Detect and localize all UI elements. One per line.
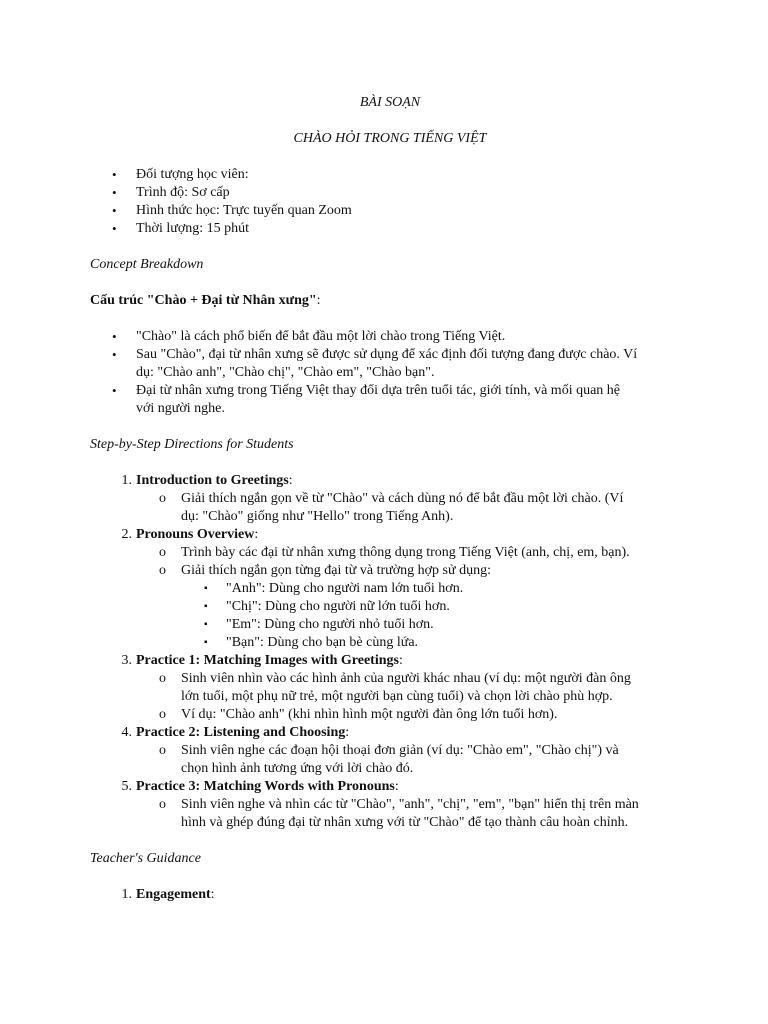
list-item: • Trình độ: Sơ cấp bbox=[112, 185, 230, 200]
guidance-item: 1. Engagement: bbox=[90, 886, 690, 904]
circle-marker: o bbox=[159, 671, 166, 686]
step-number: 2. bbox=[121, 527, 132, 542]
doc-title: BÀI SOẠN bbox=[359, 95, 421, 110]
step-item: 3. Practice 1: Matching Images with Greetings: bbox=[90, 652, 690, 670]
step-title: Practice 1: Matching Images with Greetings bbox=[136, 653, 399, 668]
step-title: Practice 2: Listening and Choosing bbox=[136, 725, 346, 740]
step-number: 4. bbox=[121, 725, 132, 740]
circle-marker: o bbox=[159, 545, 166, 560]
list-item: • Đại từ nhân xưng trong Tiếng Việt thay đổi dựa trên tuổi tác, giới tính, và mối quan hệ với người nghe. bbox=[112, 383, 621, 416]
step-item: 5. Practice 3: Matching Words with Pronouns: bbox=[90, 778, 690, 796]
step-title: Introduction to Greetings bbox=[136, 473, 289, 488]
bullet-marker: • bbox=[112, 185, 117, 200]
sub-item: o Trình bày các đại từ nhân xưng thông dụng trong Tiếng Việt (anh, chị, em, bạn). bbox=[159, 545, 630, 560]
bullet-marker: • bbox=[112, 383, 117, 398]
step-title: Practice 3: Matching Words with Pronouns bbox=[136, 779, 395, 794]
guidance-list bbox=[90, 886, 690, 904]
bullet-marker: • bbox=[112, 329, 117, 344]
square-marker: ▪ bbox=[204, 637, 208, 648]
circle-marker: o bbox=[159, 707, 166, 722]
document-body bbox=[90, 94, 690, 904]
sub-item: o Giải thích ngắn gọn về từ "Chào" và cách dùng nó để bắt đầu một lời chào. (Ví dụ: "Chào" giống như "Hello" trong Tiếng Anh). bbox=[159, 491, 624, 524]
sub-sub-item: ▪ "Em": Dùng cho người nhỏ tuổi hơn. bbox=[204, 617, 434, 632]
doc-subtitle: CHÀO HỎI TRONG TIẾNG VIỆT bbox=[293, 131, 487, 146]
bullet-marker: • bbox=[112, 221, 117, 236]
bullet-marker: • bbox=[112, 347, 117, 362]
list-item: • Đối tượng học viên: bbox=[112, 167, 249, 182]
bullet-marker: • bbox=[112, 167, 117, 182]
structure-label: Cấu trúc "Chào + Đại từ Nhân xưng" bbox=[90, 293, 317, 308]
guidance-title: Engagement bbox=[136, 887, 211, 902]
step-item: 1. Introduction to Greetings: bbox=[90, 472, 690, 490]
square-marker: ▪ bbox=[204, 619, 208, 630]
square-marker: ▪ bbox=[204, 583, 208, 594]
sub-item: o Giải thích ngắn gọn từng đại từ và trường hợp sử dụng: bbox=[159, 563, 491, 578]
step-number: 3. bbox=[121, 653, 132, 668]
sub-item: o Ví dụ: "Chào anh" (khi nhìn hình một người đàn ông lớn tuổi hơn). bbox=[159, 707, 558, 722]
list-item: • "Chào" là cách phổ biến để bắt đầu một lời chào trong Tiếng Việt. bbox=[112, 329, 506, 344]
structure-line: Cấu trúc "Chào + Đại từ Nhân xưng": bbox=[90, 293, 321, 308]
circle-marker: o bbox=[159, 797, 166, 812]
list-item: • Hình thức học: Trực tuyến quan Zoom bbox=[112, 203, 352, 218]
circle-marker: o bbox=[159, 563, 166, 578]
concept-list bbox=[90, 328, 690, 418]
guidance-heading: Teacher's Guidance bbox=[90, 851, 201, 866]
list-item: • Thời lượng: 15 phút bbox=[112, 221, 250, 236]
circle-marker: o bbox=[159, 491, 166, 506]
step-item: 4. Practice 2: Listening and Choosing: bbox=[90, 724, 690, 742]
sub-sub-item: ▪ "Chị": Dùng cho người nữ lớn tuổi hơn. bbox=[204, 599, 450, 614]
concept-heading: Concept Breakdown bbox=[90, 257, 204, 272]
sub-item: o Sinh viên nhìn vào các hình ảnh của người khác nhau (ví dụ: một người đàn ông lớn tuổi, một phụ nữ trẻ, một người bạn cùng tuổi) và chọn lời chào phù hợp. bbox=[159, 671, 631, 704]
info-list bbox=[90, 166, 690, 238]
step-number: 1. bbox=[121, 473, 132, 488]
step-title: Pronouns Overview bbox=[136, 527, 255, 542]
steps-heading: Step-by-Step Directions for Students bbox=[90, 437, 294, 452]
step-item: 2. Pronouns Overview: bbox=[90, 526, 690, 544]
circle-marker: o bbox=[159, 743, 166, 758]
square-marker: ▪ bbox=[204, 601, 208, 612]
step-number: 5. bbox=[121, 779, 132, 794]
bullet-marker: • bbox=[112, 203, 117, 218]
step-number: 1. bbox=[121, 887, 132, 902]
steps-list bbox=[90, 472, 690, 832]
sub-item: o Sinh viên nghe các đoạn hội thoại đơn giản (ví dụ: "Chào em", "Chào chị") và chọn hình ảnh tương ứng với lời chào đó. bbox=[159, 743, 619, 776]
sub-sub-item: ▪ "Bạn": Dùng cho bạn bè cùng lứa. bbox=[204, 635, 419, 650]
sub-item: o Sinh viên nghe và nhìn các từ "Chào", "anh", "chị", "em", "bạn" hiển thị trên màn hình và ghép đúng đại từ nhân xưng với từ "Chào" để tạo thành câu hoàn chỉnh. bbox=[159, 797, 639, 830]
sub-sub-item: ▪ "Anh": Dùng cho người nam lớn tuổi hơn. bbox=[204, 581, 464, 596]
list-item: • Sau "Chào", đại từ nhân xưng sẽ được sử dụng để xác định đối tượng đang được chào. Ví dụ: "Chào anh", "Chào chị", "Chào em", "Chào bạn". bbox=[112, 347, 638, 380]
